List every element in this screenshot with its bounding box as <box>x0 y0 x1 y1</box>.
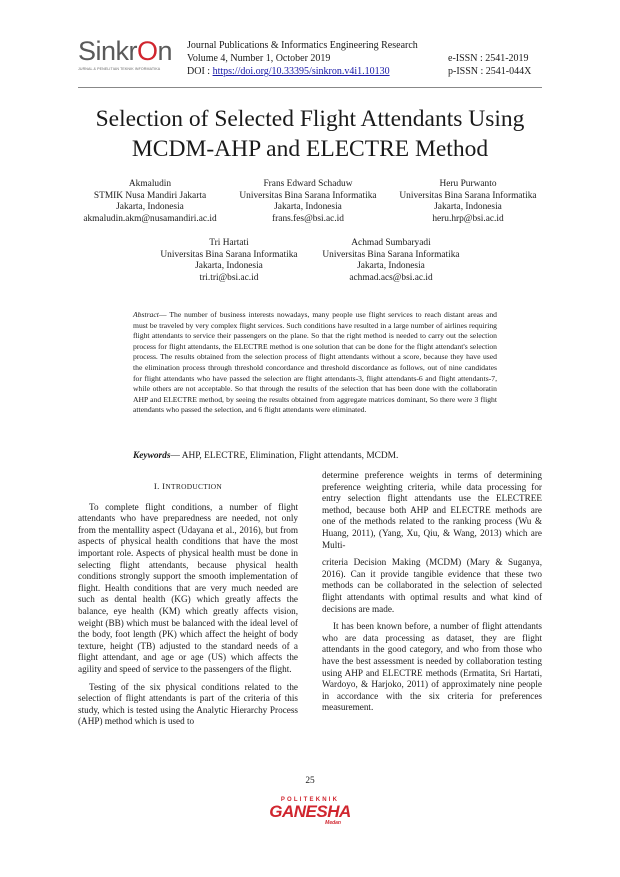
author-block <box>312 238 470 284</box>
author-affiliation: Universitas Bina Sarana Informatika <box>160 249 298 260</box>
author-name: Akmaludin <box>128 179 172 189</box>
e-issn: e-ISSN : 2541-2019 <box>448 53 529 64</box>
author-email: heru.hrp@bsi.ac.id <box>432 213 504 224</box>
paragraph: criteria Decision Making (MCDM) (Mary & Suganya, 2016). Can it provide tangible evidence that these two methods can be collaborated in the selection of selected flight attendants with optimal results and what kind of decisions are made. <box>322 557 542 614</box>
author-email: frans.fes@bsi.ac.id <box>272 213 344 224</box>
logo-tagline: JURNAL & PENELITIAN TEKNIK INFORMATIKA <box>78 67 161 71</box>
author-affiliation: Universitas Bina Sarana Informatika <box>399 190 537 201</box>
author-block <box>389 179 547 225</box>
author-city: Jakarta, Indonesia <box>116 202 184 212</box>
page-number: 25 <box>305 776 315 786</box>
section-heading: I. INTRODUCTION <box>153 481 223 491</box>
doi-link[interactable]: https://doi.org/10.33395/sinkron.v4i1.10130 <box>212 66 390 77</box>
paper-title: Selection of Selected Flight Attendants Using MCDM-AHP and ELECTRE Method <box>95 106 525 162</box>
header-divider <box>78 87 542 88</box>
author-email: akmaludin.akm@nusamandiri.ac.id <box>83 213 217 224</box>
journal-info <box>187 39 418 78</box>
paragraph: determine preference weights in terms of determining preference weighting criteria, while data processing for entry selection flight attendants use the ELECTREE method, because both AHP and ELECTRE methods are one of the methods related to the ranking process (Wu & Huang, 2011), (Yang, Xu, Qiu, & Wang, 2013) which are Multi- <box>322 470 542 550</box>
paragraph: Testing of the six physical conditions related to the selection of flight attendants is part of the criteria of this study, which is tested using the Analytic Hierarchy Process (AHP) method which is used to <box>78 681 298 727</box>
author-affiliation: Universitas Bina Sarana Informatika <box>239 190 377 201</box>
author-affiliation: STMIK Nusa Mandiri Jakarta <box>93 190 207 201</box>
author-email: achmad.acs@bsi.ac.id <box>349 272 433 283</box>
abstract-text: The number of business interests nowadays, many people use flight services to reach distant areas and must be traveled by very complex flight services. Such conditions have resulted in a large number of airlines requiring flight attendants to service their passengers on the plane. So that the right method is needed to carry out the selection process for flight attendants, the ELECTRE method is one solution that can be done for the flight attendant's selection process. The results obtained from the selection process of flight attendants without a score, because they have used the elimination process through threshold concordance and threshold discordance as follows, out of nine candidates for flight attendants who have passed the selection are flight attendants-3, flight attendants-6 and flight attendants-7, while others are not acceptable. So that through the results of the selection that has been done with the collaboratin AHP and ELECTRE method, by seeing the results obtained from aggregate matrices dominant, So there were 3 flight attendants who passed the selection, and 6 flight attendants were eliminated. <box>133 310 497 415</box>
keywords-label: Keywords <box>133 451 171 461</box>
author-city: Jakarta, Indonesia <box>274 202 342 212</box>
author-city: Jakarta, Indonesia <box>357 261 425 271</box>
author-city: Jakarta, Indonesia <box>434 202 502 212</box>
journal-title: Journal Publications & Informatics Engineering Research <box>187 40 418 51</box>
author-name: Heru Purwanto <box>439 179 497 189</box>
keywords-text: AHP, ELECTRE, Elimination, Flight attendants, MCDM. <box>181 451 399 461</box>
sinkron-logo <box>78 36 178 74</box>
author-city: Jakarta, Indonesia <box>195 261 263 271</box>
author-email: tri.tri@bsi.ac.id <box>199 272 259 283</box>
left-column <box>78 481 298 734</box>
keywords: Keywords— AHP, ELECTRE, Elimination, Flight attendants, MCDM. <box>133 451 399 461</box>
logo-bottom-text: Medan <box>325 820 341 826</box>
author-block <box>68 179 232 225</box>
author-name: Frans Edward Schaduw <box>263 179 353 189</box>
abstract-label: Abstract <box>133 310 159 319</box>
author-block <box>150 238 308 284</box>
p-issn: p-ISSN : 2541-044X <box>448 66 532 77</box>
author-name: Tri Hartati <box>209 238 249 248</box>
logo-top-text: POLITEKNIK <box>280 797 340 803</box>
right-column <box>322 470 542 720</box>
journal-doi: DOI : https://doi.org/10.33395/sinkron.v4i1.10130 <box>187 66 390 77</box>
paragraph: It has been known before, a number of flight attendants who are data processing as dataset, they are flight attendants in the good category, and who from those who have the best assessment is needed by collaboration testing using AHP and ELECTRE methods (Ermatita, Sri Hartati, Wardoyo, & Harjoko, 2011) of approximately nine people in accordance with the six criteria for preferences measurement. <box>322 621 542 713</box>
paragraph: To complete flight conditions, a number of flight attendants who have preparedness are needed, not only from the mentallity aspect (Udayana et al., 2016), but from aspects of physical health conditions that have the most important role. Aspects of physical health must be done in selecting flight attendants, because physical health conditions strongly support the smooth implementation of flight. Health conditions that are very much needed are such as dental health (KG) which greatly affects the balance, eye health (KM) which greatly affects vision, weight (BB) which must be balanced with the ideal level of the body, foot length (PK) which affect the height of body texture, height (TB) adjusted to the standard needs of a flight attendant, and age or age (US) which affects the agility and speed of service to the passengers of the flight. <box>78 501 298 674</box>
author-block <box>229 179 387 225</box>
ganesha-logo <box>265 797 355 837</box>
logo-main-text: GANESHA <box>269 802 351 821</box>
author-affiliation: Universitas Bina Sarana Informatika <box>322 249 460 260</box>
abstract: Abstract— The number of business interests nowadays, many people use flight services to reach distant areas and must be traveled by very complex flight services. Such conditions have resulted in a large number of airlines requiring flight attendants to service their passengers on the plane. So that the right method is needed to carry out the selection process for flight attendants, the ELECTRE method is one solution that can be done for the flight attendant's selection process. The results obtained from the selection process of flight attendants without a score, because they have used the elimination process through threshold concordance and threshold discordance as follows, out of nine candidates for flight attendants who have passed the selection are flight attendants-3, flight attendants-6 and flight attendants-7, while others are not acceptable. So that through the results of the selection that has been done with the collaboratin AHP and ELECTRE method, by seeing the results obtained from aggregate matrices dominant, So there were 3 flight attendants who passed the selection, and 6 flight attendants were eliminated. <box>133 310 497 415</box>
page-header <box>0 0 620 86</box>
issn-block <box>448 52 531 78</box>
author-name: Achmad Sumbaryadi <box>351 238 431 248</box>
journal-volume: Volume 4, Number 1, October 2019 <box>187 53 331 64</box>
logo-wordmark: SinkrOn <box>78 36 173 66</box>
